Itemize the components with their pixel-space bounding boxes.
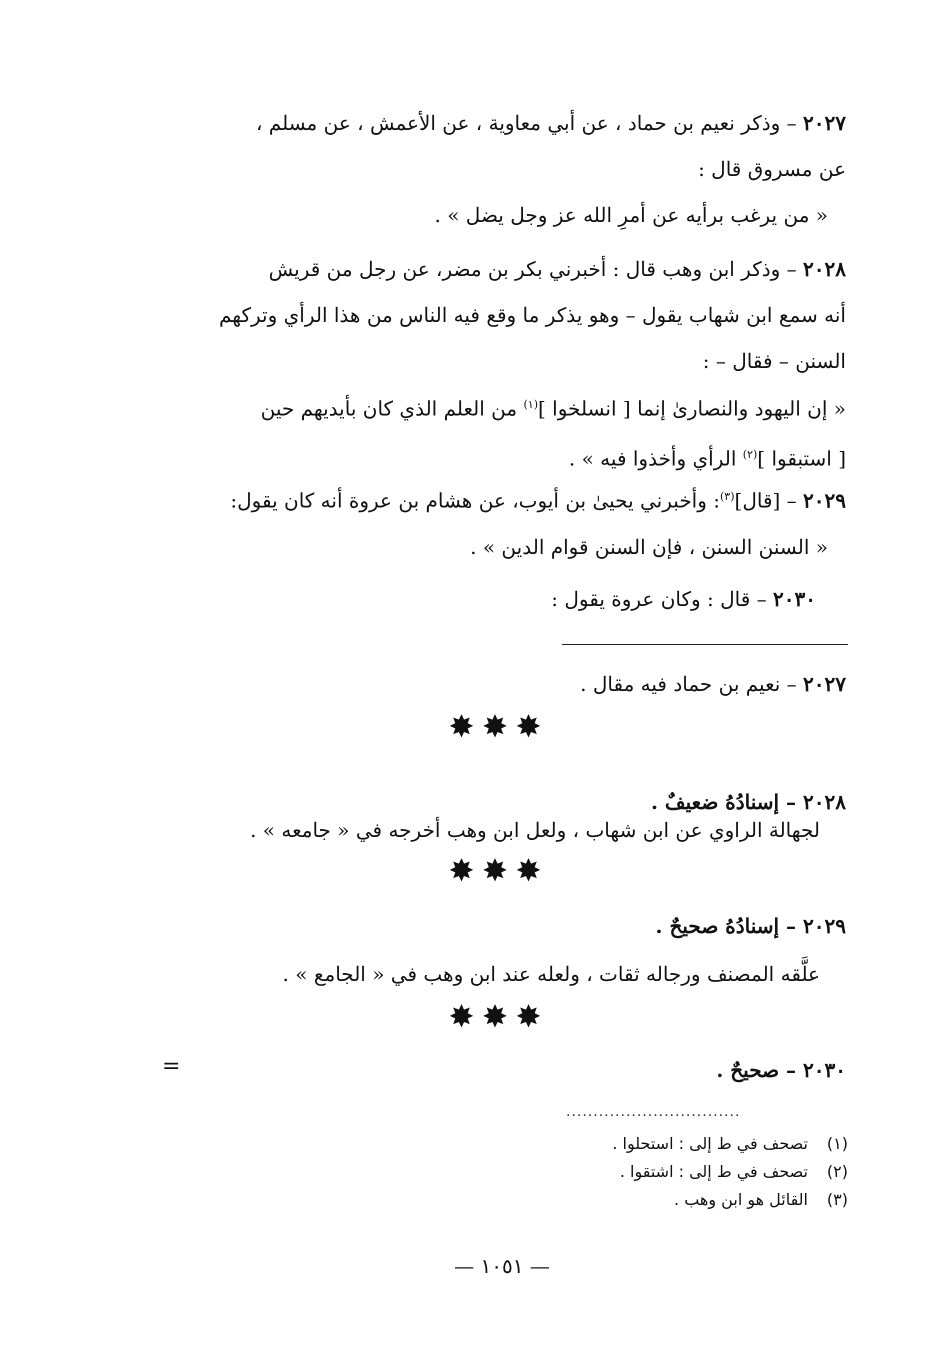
hadith-2028-quote-line1: « إن اليهود والنصارىٰ إنما [ انسلخوا ]$^{(١)}$ من العلم الذي كان بأيديهم حين: [260, 396, 846, 421]
hadith-number: ٢٠٢٩: [803, 488, 846, 513]
hadith-2029-quote: « السنن السنن ، فإن السنن قوام الدين » .: [470, 534, 828, 559]
hadith-2030-line1: ٢٠٣٠ – قال : وكان عروة يقول :: [551, 587, 816, 611]
note-2027: ٢٠٢٧ – نعيم بن حماد فيه مقال .: [580, 672, 846, 696]
separator-stars: ✸✸✸: [449, 1000, 551, 1033]
separator-stars: ✸✸✸: [449, 854, 551, 887]
hadith-2028: [146, 246, 846, 384]
separator-stars: ✸✸✸: [449, 710, 551, 743]
footnote-ref[interactable]: (٣): [720, 490, 735, 503]
note-2029-text: علَّقه المصنف ورجاله ثقات ، ولعله عند ابن وهب في « الجامع » .: [282, 962, 820, 986]
hadith-2030: [146, 576, 816, 622]
footnote-ref[interactable]: (٢): [742, 447, 758, 461]
footnotes: [448, 1130, 848, 1214]
hadith-2027-line1: ٢٠٢٧ – وذكر نعيم بن حماد ، عن أبي معاوية ، عن الأعمش ، عن مسلم ،: [255, 111, 846, 135]
footnote-ref[interactable]: (١): [523, 398, 538, 411]
note-2028-text: لجهالة الراوي عن ابن شهاب ، ولعل ابن وهب أخرجه في « جامعه » .: [250, 818, 820, 842]
hadith-2028-line1: ٢٠٢٨ – وذكر ابن وهب قال : أخبرني بكر بن مضر، عن رجل من قريش: [268, 257, 846, 281]
continuation-mark: =: [162, 1054, 181, 1079]
hadith-2027-line2: عن مسروق قال :: [698, 157, 846, 181]
hadith-2028-quote: [146, 382, 846, 481]
hadith-2029-line1: ٢٠٢٩ – [قال]$^{(٣)}$: وأخبرني يحيىٰ بن أيوب، عن هشام بن عروة أنه كان يقول:: [230, 488, 846, 513]
hadith-2028-line3: السنن – فقال – :: [702, 349, 846, 373]
note-2030-heading: ٢٠٣٠ – صحيحٌ .: [716, 1058, 846, 1082]
hadith-number: ٢٠٢٨: [803, 257, 846, 281]
note-2028-heading: ٢٠٢٨ – إسنادُهُ ضعيفٌ .: [651, 790, 846, 814]
hadith-2028-line2: أنه سمع ابن شهاب يقول – وهو يذكر ما وقع فيه الناس من هذا الرأي وتركهم: [218, 303, 846, 327]
hadith-number: ٢٠٢٧: [803, 111, 846, 135]
footnote-3: (٣)القائل هو ابن وهب .: [674, 1190, 848, 1209]
hadith-number: ٢٠٣٠: [773, 587, 816, 611]
hadith-2027: [146, 100, 846, 238]
footnote-separator: ................................: [566, 1104, 741, 1120]
note-2029-heading: ٢٠٢٩ – إسنادُهُ صحيحٌ .: [655, 914, 846, 938]
footnote-2: (٢)تصحف في ط إلى : اشتقوا .: [619, 1162, 848, 1181]
section-divider: [562, 644, 848, 645]
hadith-2028-quote-line2: [ استبقوا ]$^{(٢)}$ الرأي وأخذوا فيه » .: [568, 446, 846, 471]
page-number: — ١٠٥١ —: [454, 1254, 550, 1278]
hadith-2029: [146, 474, 846, 570]
hadith-2027-quote: « من يرغب برأيه عن أمرِ الله عز وجل يضل » .: [434, 203, 828, 227]
footnote-1: (١)تصحف في ط إلى : استحلوا .: [612, 1134, 848, 1153]
